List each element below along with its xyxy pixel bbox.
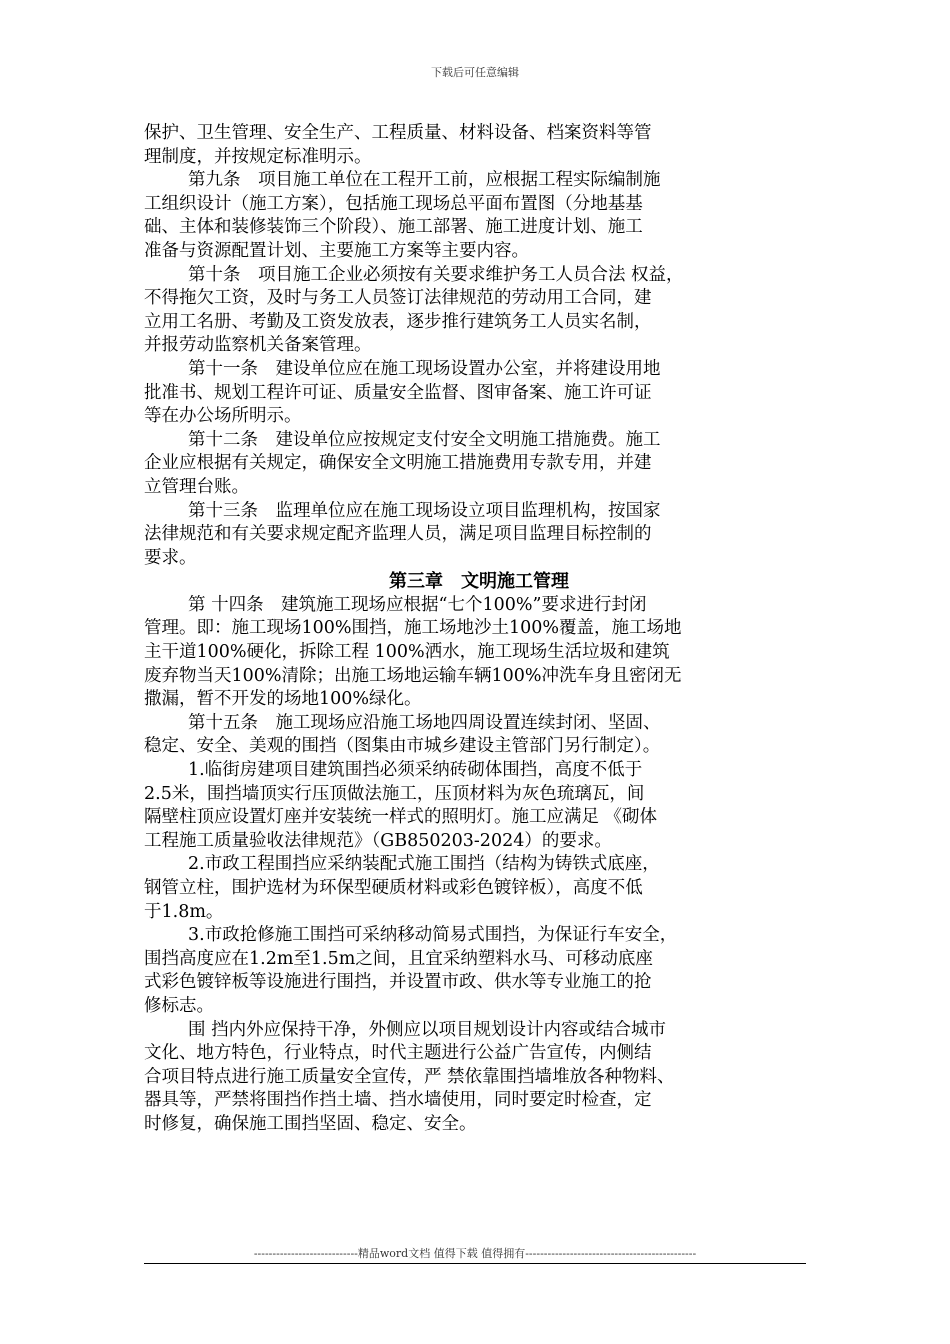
text-line: 于1.8m。: [144, 901, 224, 922]
article-13: 第十三条 监理单位应在施工现场设立项目监理机构，按国家: [188, 500, 661, 521]
text-line: 工组织设计（施工方案），包括施工现场总平面布置图（分地基基: [144, 193, 643, 214]
text-line: 不得拖欠工资，及时与务工人员签订法律规范的劳动用工合同，建: [144, 288, 652, 309]
document-body: [144, 122, 814, 1137]
text-line: 保护、卫生管理、安全生产、工程质量、材料设备、档案资料等管: [144, 123, 652, 143]
text-line: 隔壁柱顶应设置灯座并安装统一样式的照明灯。施工应满足 《砌体: [144, 807, 658, 828]
text-line: 法律规范和有关要求规定配齐监理人员，满足项目监理目标控制的: [144, 524, 652, 545]
article-11: 第十一条 建设单位应在施工现场设置办公室，并将建设用地: [188, 358, 661, 379]
article-15: 第十五条 施工现场应沿施工场地四周设置连续封闭、坚固、: [188, 712, 661, 733]
text-line: 并报劳动监察机关备案管理。: [144, 335, 372, 356]
text-line: 废弃物当天100%清除；出施工场地运输车辆100%冲洗车身且密闭无: [144, 665, 682, 686]
text-line: 2.5米，围挡墙顶实行压顶做法施工，压顶材料为灰色琉璃瓦，间: [144, 783, 645, 804]
text-line: 撒漏，暂不开发的场地100%绿化。: [144, 689, 422, 710]
article-9: 第九条 项目施工单位在工程开工前，应根据工程实际编制施: [188, 170, 661, 191]
text-line: 修标志。: [144, 995, 214, 1016]
page-footer: ----------------------------精品word文档 值得下载 值得拥有----------------------------------------------: [253, 1247, 697, 1260]
text-line: 企业应根据有关规定，确保安全文明施工措施费用专款专用，并建: [144, 453, 652, 474]
text-line: 钢管立柱，围护选材为环保型硬质材料或彩色镀锌板），高度不低: [144, 878, 643, 898]
article-12: 第十二条 建设单位应按规定支付安全文明施工措施费。施工: [188, 429, 661, 450]
text-line: 等在办公场所明示。: [144, 406, 302, 427]
text-line: 稳定、安全、美观的围挡（图集由市城乡建设主管部门另行制定）。: [144, 736, 661, 757]
item-1: 1.临街房建项目建筑围挡必须采纳砖砌体围挡，高度不低于: [188, 760, 643, 781]
item-2: 2.市政工程围挡应采纳装配式施工围挡（结构为铸铁式底座，: [188, 854, 660, 875]
footer-divider: [144, 1263, 806, 1264]
text-line: 立管理台账。: [144, 476, 249, 497]
text-line: 要求。: [144, 547, 197, 568]
text-line: 立用工名册、考勤及工资发放表，逐步推行建筑务工人员实名制，: [144, 311, 652, 332]
text-line: 础、主体和装修装饰三个阶段）、施工部署、施工进度计划、施工: [144, 217, 643, 238]
item-3: 3.市政抢修施工围挡可采纳移动简易式围挡，为保证行车安全，: [188, 925, 678, 946]
text-line: 理制度，并按规定标准明示。: [144, 146, 372, 167]
paragraph-hoarding: 围 挡内外应保持干净，外侧应以项目规划设计内容或结合城市: [188, 1019, 667, 1040]
page-header: 下载后可任意编辑: [431, 66, 519, 79]
text-line: 管理。即：施工现场100%围挡，施工场地沙土100%覆盖，施工场地: [144, 618, 682, 639]
text-line: 式彩色镀锌板等设施进行围挡，并设置市政、供水等专业施工的抢: [144, 972, 652, 993]
article-14: 第 十四条 建筑施工现场应根据“七个100%”要求进行封闭: [188, 594, 647, 615]
text-line: 合项目特点进行施工质量安全宣传，严 禁依靠围挡墙堆放各种物料、: [144, 1066, 675, 1087]
text-line: 工程施工质量验收法律规范》（GB850203-2024）的要求。: [144, 830, 612, 851]
chapter-heading: 第三章 文明施工管理: [389, 571, 569, 593]
text-line: 准备与资源配置计划、主要施工方案等主要内容。: [144, 240, 529, 261]
text-line: 时修复，确保施工围挡坚固、稳定、安全。: [144, 1113, 477, 1134]
text-line: 主干道100%硬化，拆除工程 100%洒水，施工现场生活垃圾和建筑: [144, 642, 670, 663]
text-line: 围挡高度应在1.2m至1.5m之间，且宜采纳塑料水马、可移动底座: [144, 948, 653, 969]
article-10: 第十条 项目施工企业必须按有关要求维护务工人员合法 权益，: [188, 264, 684, 285]
text-line: 批准书、规划工程许可证、质量安全监督、图审备案、施工许可证: [144, 382, 652, 403]
text-line: 文化、地方特色，行业特点，时代主题进行公益广告宣传，内侧结: [144, 1043, 652, 1064]
text-line: 器具等，严禁将围挡作挡土墙、挡水墙使用，同时要定时检查，定: [144, 1090, 652, 1111]
